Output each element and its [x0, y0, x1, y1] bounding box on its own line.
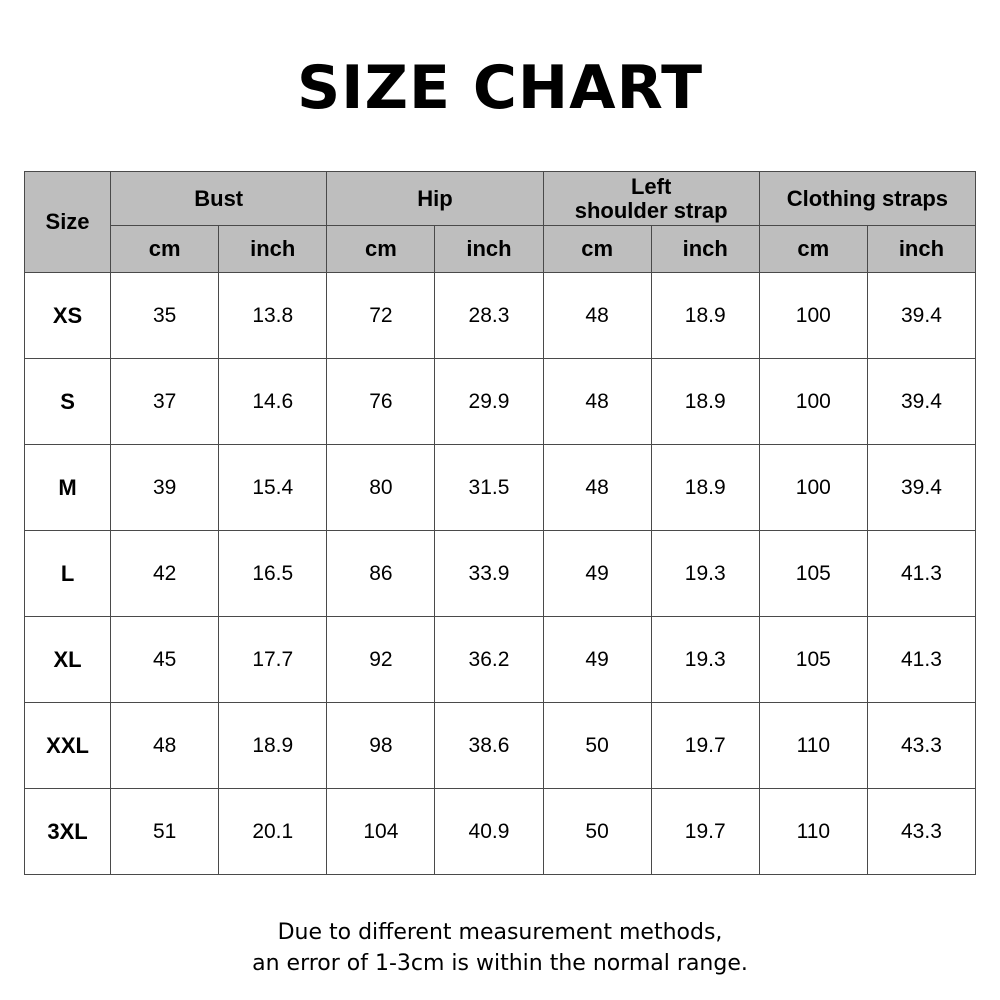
bust-cm-cell: 45: [111, 617, 219, 703]
clothing-straps-inch-cell: 43.3: [867, 703, 975, 789]
table-row: [25, 359, 976, 445]
hip-cm-cell: 92: [327, 617, 435, 703]
size-label-cell: XS: [25, 273, 111, 359]
left-shoulder-strap-cm-header: cm: [543, 226, 651, 273]
left-shoulder-strap-group-header: [543, 172, 759, 226]
table-row: [25, 703, 976, 789]
left-shoulder-strap-inch-cell: 19.3: [651, 617, 759, 703]
bust-cm-cell: 48: [111, 703, 219, 789]
table-row: [25, 445, 976, 531]
clothing-straps-inch-cell: 39.4: [867, 445, 975, 531]
hip-inch-cell: 36.2: [435, 617, 543, 703]
clothing-straps-group-header: Clothing straps: [759, 172, 975, 226]
left-shoulder-strap-cm-cell: 50: [543, 703, 651, 789]
size-column-header: Size: [25, 172, 111, 273]
left-shoulder-strap-cm-cell: 48: [543, 273, 651, 359]
left-shoulder-strap-inch-cell: 18.9: [651, 445, 759, 531]
left-shoulder-strap-cm-cell: 48: [543, 445, 651, 531]
bust-cm-cell: 39: [111, 445, 219, 531]
bust-inch-cell: 18.9: [219, 703, 327, 789]
measurement-disclaimer: [0, 917, 1000, 979]
size-chart-table: [24, 171, 976, 875]
clothing-straps-cm-header: cm: [759, 226, 867, 273]
hip-cm-cell: 86: [327, 531, 435, 617]
bust-inch-cell: 13.8: [219, 273, 327, 359]
hip-inch-cell: 40.9: [435, 789, 543, 875]
size-label-cell: L: [25, 531, 111, 617]
hip-inch-cell: 38.6: [435, 703, 543, 789]
bust-cm-cell: 42: [111, 531, 219, 617]
size-label-cell: 3XL: [25, 789, 111, 875]
left-shoulder-strap-inch-cell: 19.3: [651, 531, 759, 617]
hip-cm-cell: 72: [327, 273, 435, 359]
bust-cm-header: cm: [111, 226, 219, 273]
hip-cm-cell: 98: [327, 703, 435, 789]
size-label-cell: S: [25, 359, 111, 445]
clothing-straps-cm-cell: 110: [759, 703, 867, 789]
bust-inch-cell: 20.1: [219, 789, 327, 875]
hip-cm-cell: 76: [327, 359, 435, 445]
table-row: [25, 531, 976, 617]
left-shoulder-strap-inch-cell: 19.7: [651, 703, 759, 789]
clothing-straps-cm-cell: 100: [759, 445, 867, 531]
bust-group-header: Bust: [111, 172, 327, 226]
page-title: SIZE CHART: [296, 53, 704, 123]
hip-inch-cell: 29.9: [435, 359, 543, 445]
size-label-cell: M: [25, 445, 111, 531]
bust-inch-cell: 17.7: [219, 617, 327, 703]
hip-cm-cell: 80: [327, 445, 435, 531]
bust-inch-cell: 15.4: [219, 445, 327, 531]
clothing-straps-cm-cell: 105: [759, 531, 867, 617]
left-shoulder-strap-inch-cell: 19.7: [651, 789, 759, 875]
bust-cm-cell: 37: [111, 359, 219, 445]
size-label-cell: XL: [25, 617, 111, 703]
clothing-straps-inch-cell: 41.3: [867, 617, 975, 703]
clothing-straps-cm-cell: 100: [759, 359, 867, 445]
bust-inch-cell: 16.5: [219, 531, 327, 617]
left-shoulder-strap-cm-cell: 49: [543, 531, 651, 617]
clothing-straps-inch-cell: 39.4: [867, 359, 975, 445]
bust-cm-cell: 35: [111, 273, 219, 359]
clothing-straps-inch-cell: 41.3: [867, 531, 975, 617]
hip-group-header: Hip: [327, 172, 543, 226]
hip-inch-cell: 31.5: [435, 445, 543, 531]
table-row: [25, 789, 976, 875]
disclaimer-line-1: Due to different measurement methods,: [277, 920, 723, 945]
clothing-straps-cm-cell: 105: [759, 617, 867, 703]
bust-cm-cell: 51: [111, 789, 219, 875]
clothing-straps-cm-cell: 100: [759, 273, 867, 359]
bust-inch-header: inch: [219, 226, 327, 273]
bust-inch-cell: 14.6: [219, 359, 327, 445]
left-shoulder-strap-inch-cell: 18.9: [651, 273, 759, 359]
table-row: [25, 273, 976, 359]
hip-inch-cell: 33.9: [435, 531, 543, 617]
left-shoulder-strap-cm-cell: 48: [543, 359, 651, 445]
left-shoulder-strap-cm-cell: 50: [543, 789, 651, 875]
hip-inch-cell: 28.3: [435, 273, 543, 359]
clothing-straps-inch-header: inch: [867, 226, 975, 273]
left-shoulder-strap-inch-cell: 18.9: [651, 359, 759, 445]
table-row: [25, 617, 976, 703]
hip-inch-header: inch: [435, 226, 543, 273]
table-header-row: [25, 172, 976, 226]
left-shoulder-strap-cm-cell: 49: [543, 617, 651, 703]
size-label-cell: XXL: [25, 703, 111, 789]
disclaimer-line-2: an error of 1-3cm is within the normal range.: [252, 951, 748, 976]
clothing-straps-cm-cell: 110: [759, 789, 867, 875]
hip-cm-header: cm: [327, 226, 435, 273]
clothing-straps-inch-cell: 43.3: [867, 789, 975, 875]
left-shoulder-strap-header-line-1: Left: [630, 173, 672, 199]
left-shoulder-strap-inch-header: inch: [651, 226, 759, 273]
table-unit-row: [25, 226, 976, 273]
clothing-straps-inch-cell: 39.4: [867, 273, 975, 359]
hip-cm-cell: 104: [327, 789, 435, 875]
left-shoulder-strap-header-line-2: shoulder strap: [574, 197, 728, 223]
